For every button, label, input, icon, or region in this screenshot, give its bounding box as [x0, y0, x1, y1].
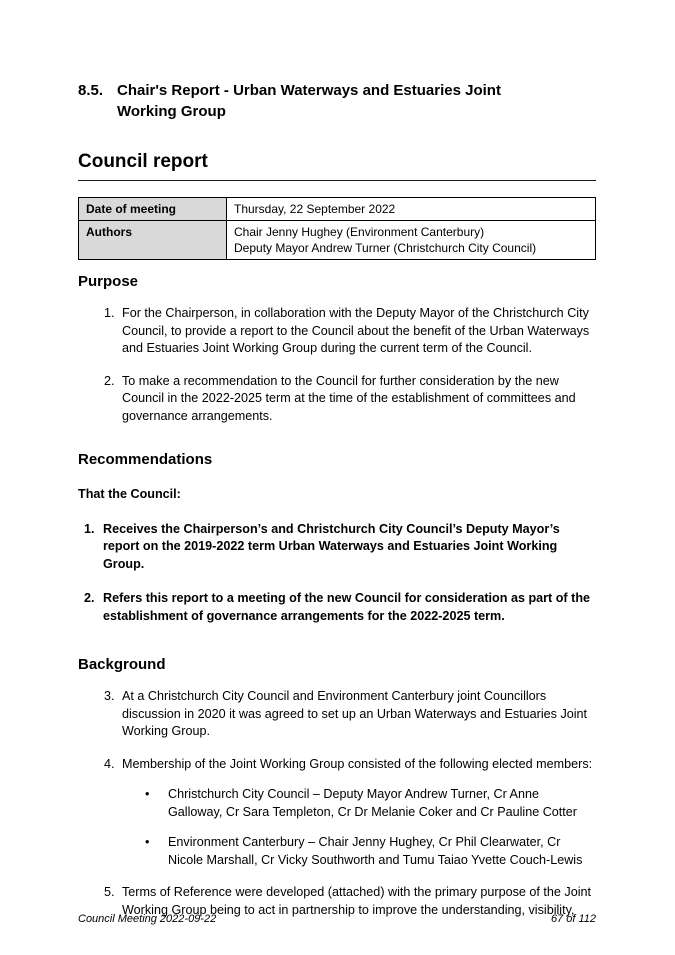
list-item-text: For the Chairperson, in collaboration with the Deputy Mayor of the Christchurch City Council, to provide a report to the Council about the benefit of the Urban Waterways and Estuaries Joint Working Group during the current term of the Council. — [122, 306, 590, 355]
purpose-list — [78, 305, 596, 425]
list-item-text: Receives the Chairperson’s and Christchurch City Council’s Deputy Mayor’s report on the 2019-2022 term Urban Waterways and Estuaries Joint Working Group. — [103, 521, 560, 571]
recommendations-intro: That the Council: — [78, 487, 181, 501]
footer-meeting-label: Council Meeting 2022-09-22 — [78, 913, 217, 925]
recommendations-heading: Recommendations — [78, 451, 213, 468]
list-number: 1. — [84, 521, 95, 536]
list-item-text: Terms of Reference were developed (attached) with the primary purpose of the Joint Working Group being to act in partnership to improve the understanding, visibility, — [122, 885, 592, 917]
list-item — [78, 756, 596, 774]
bullet-list-item — [78, 834, 596, 869]
page-footer — [78, 912, 596, 926]
purpose-heading: Purpose — [78, 273, 139, 290]
list-item — [78, 305, 596, 358]
list-number: 5. — [104, 885, 115, 899]
list-number: 1. — [104, 306, 115, 320]
table-row-date-of-meeting — [79, 198, 596, 221]
list-number: 4. — [104, 756, 115, 771]
meeting-info-table — [78, 197, 596, 260]
bullet-list-item — [78, 786, 596, 821]
bullet-icon: • — [145, 787, 150, 801]
bullet-item-text: Christchurch City Council – Deputy Mayor Andrew Turner, Cr Anne Galloway, Cr Sara Templeton, Cr Dr Melanie Coker and Cr Pauline Cotter — [168, 787, 577, 819]
list-item-text: Membership of the Joint Working Group consisted of the following elected members: — [122, 756, 593, 771]
background-list — [78, 688, 596, 919]
list-item — [78, 688, 596, 741]
bullet-icon: • — [145, 835, 150, 849]
table-row-authors — [79, 221, 596, 260]
list-item — [78, 521, 596, 574]
section-number: 8.5. — [78, 82, 104, 99]
date-line: Thursday, 22 September 2022 — [234, 202, 396, 216]
list-item-text: Refers this report to a meeting of the new Council for consideration as part of the establishment of governance arrangements for the 2022-2025 term. — [103, 591, 591, 623]
authors-value — [227, 221, 596, 260]
author-line: Deputy Mayor Andrew Turner (Christchurch City Council) — [234, 241, 537, 255]
list-item-text: At a Christchurch City Council and Environment Canterbury joint Councillors discussion in 2020 it was agreed to set up an Urban Waterways and Estuaries Joint Working Group. — [122, 689, 588, 738]
section-title-text: Chair's Report - Urban Waterways and Estuaries Joint Working Group — [117, 82, 501, 120]
date-of-meeting-value — [227, 198, 596, 221]
section-title — [78, 80, 596, 122]
date-of-meeting-label: Date of meeting — [79, 198, 227, 221]
bullet-item-text: Environment Canterbury – Chair Jenny Hughey, Cr Phil Clearwater, Cr Nicole Marshall, Cr Vicky Southworth and Tumu Taiao Yvette Couch-Lewis — [168, 835, 583, 867]
list-item-text: To make a recommendation to the Council for further consideration by the new Council in the 2022-2025 term at the time of the establishment of committees and governance arrangements. — [122, 373, 576, 423]
background-heading: Background — [78, 656, 166, 673]
list-item — [78, 373, 596, 426]
list-item — [78, 590, 596, 625]
authors-label: Authors — [79, 221, 227, 260]
footer-page-number: 67 of 112 — [550, 913, 596, 925]
recommendations-list — [78, 521, 596, 626]
author-line: Chair Jenny Hughey (Environment Canterbury) — [234, 225, 485, 239]
list-number: 2. — [104, 373, 115, 388]
list-number: 3. — [104, 689, 115, 703]
report-type-heading: Council report — [78, 151, 596, 181]
list-number: 2. — [84, 591, 95, 605]
